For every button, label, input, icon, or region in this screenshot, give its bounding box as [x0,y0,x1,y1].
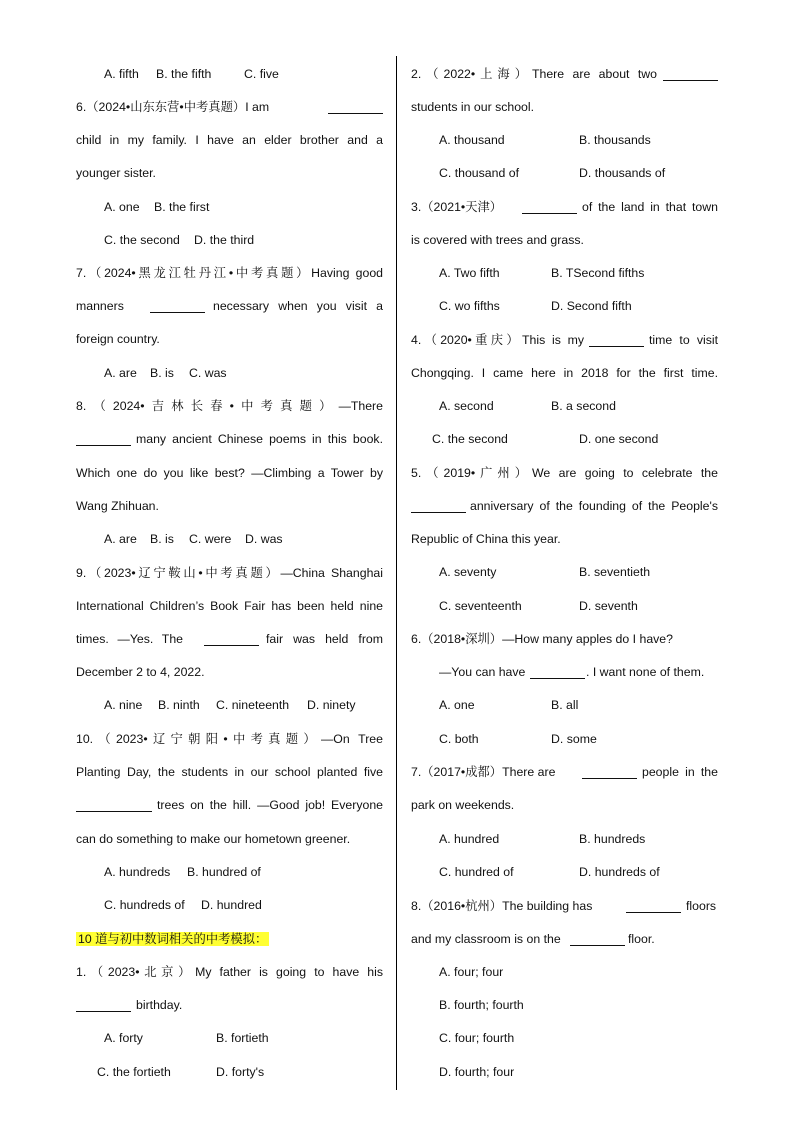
q5-option-a: A. fifth [104,67,139,81]
m4-line-2: Chongqing. I came here in 2018 for the first time. [411,366,718,380]
m8-option-c: C. four; fourth [439,1031,515,1045]
m3-option-c: C. wo fifths [439,299,500,313]
q7-line-2a: manners [76,299,124,313]
q8-line-4: Wang Zhihuan. [76,499,159,513]
q7-line-1: 7.（2024•黑龙江牡丹江•中考真题）Having good [76,266,383,280]
m4-option-a: A. second [439,399,494,413]
answer-blank [150,300,205,313]
m6-option-a: A. one [439,698,475,712]
q9-line-3b: fair was held from [266,632,383,646]
q5-option-c: C. five [244,67,279,81]
m7-option-d: D. hundreds of [579,865,660,879]
answer-blank [204,633,259,646]
m7-option-a: A. hundred [439,832,500,846]
answer-blank [530,666,585,679]
m7-line-1a: 7.（2017•成都）There are [411,765,556,779]
m2-option-c: C. thousand of [439,166,519,180]
m6-line-2a: —You can have [439,665,526,679]
q8-option-a: A. are [104,532,137,546]
column-divider [396,56,397,1090]
m1-option-d: D. forty's [216,1065,265,1079]
m5-line-2: anniversary of the founding of the People's [470,499,718,513]
m5-line-1: 5.（2019•广州）We are going to celebrate the [411,466,718,480]
q8-line-1: 8.（2024•吉林长春•中考真题）—There [76,399,383,413]
m2-option-b: B. thousands [579,133,651,147]
m8-line-2b: floor. [628,932,655,946]
m6-line-2b: . I want none of them. [586,665,705,679]
m8-option-d: D. fourth; four [439,1065,515,1079]
m6-option-c: C. both [439,732,479,746]
m3-option-b: B. TSecond fifths [551,266,645,280]
q6-option-b: B. the first [154,200,210,214]
m8-option-b: B. fourth; fourth [439,998,524,1012]
q6-line-1: 6.（2024•山东东营•中考真题）I am [76,99,383,115]
m4-option-b: B. a second [551,399,616,413]
q6-option-d: D. the third [194,233,255,247]
q6-option-a: A. one [104,200,140,214]
m6-option-d: D. some [551,732,597,746]
q8-option-d: D. was [245,532,283,546]
q10-option-d: D. hundred [201,898,262,912]
answer-blank [570,933,625,946]
q10-option-c: C. hundreds of [104,898,185,912]
q7-option-a: A. are [104,366,137,380]
q10-line-4: can do something to make our hometown greener. [76,832,351,846]
m4-line-1a: 4.（2020•重庆）This is my [411,333,584,347]
answer-blank [663,68,718,81]
m3-line-1a: 3.（2021•天津） [411,200,503,214]
q10-option-b: B. hundred of [187,865,261,879]
m4-line-1b: time to visit [649,333,718,347]
q10-option-a: A. hundreds [104,865,171,879]
m7-option-b: B. hundreds [579,832,646,846]
q10-line-3: trees on the hill. —Good job! Everyone [157,798,383,812]
answer-blank [411,500,466,513]
m1-line-2: birthday. [136,998,183,1012]
answer-blank [76,799,152,812]
section-title: 10 道与初中数词相关的中考模拟： [78,932,268,946]
q10-line-1: 10.（2023•辽宁朝阳•中考真题）—On Tree [76,732,383,746]
q8-option-b: B. is [150,532,174,546]
q8-line-2: many ancient Chinese poems in this book. [136,432,383,446]
q7-option-c: C. was [189,366,227,380]
m5-option-c: C. seventeenth [439,599,522,613]
m4-option-c: C. the second [432,432,508,446]
answer-blank [589,334,644,347]
m8-line-2a: and my classroom is on the [411,932,561,946]
q5-option-b: B. the fifth [156,67,212,81]
m7-line-2: park on weekends. [411,798,515,812]
q10-line-2: Planting Day, the students in our school planted five [76,765,383,779]
m1-option-a: A. forty [104,1031,143,1045]
answer-blank [328,101,383,114]
q6-line-3: younger sister. [76,166,156,180]
m3-option-d: D. Second fifth [551,299,632,313]
q9-option-d: D. ninety [307,698,356,712]
m1-line-1: 1.（2023•北京）My father is going to have his [76,965,383,979]
answer-blank [582,766,637,779]
q9-line-4: December 2 to 4, 2022. [76,665,205,679]
m6-option-b: B. all [551,698,579,712]
q6-option-c: C. the second [104,233,180,247]
q9-line-1: 9.（2023•辽宁鞍山•中考真题）—China Shanghai [76,566,383,580]
m3-line-1b: of the land in that town [582,200,718,214]
q6-line-2: child in my family. I have an elder brother and a [76,133,383,147]
q9-option-b: B. ninth [158,698,200,712]
answer-blank [76,433,131,446]
q9-line-3a: times. —Yes. The [76,632,183,646]
m3-option-a: A. Two fifth [439,266,500,280]
m3-line-2: is covered with trees and grass. [411,233,584,247]
m2-option-d: D. thousands of [579,166,666,180]
m5-option-d: D. seventh [579,599,638,613]
q7-option-b: B. is [150,366,174,380]
m1-option-c: C. the fortieth [97,1065,171,1079]
m5-line-3: Republic of China this year. [411,532,561,546]
m1-option-b: B. fortieth [216,1031,269,1045]
q9-option-a: A. nine [104,698,143,712]
m5-option-a: A. seventy [439,565,497,579]
m2-option-a: A. thousand [439,133,505,147]
answer-blank [522,201,577,214]
answer-blank [626,900,681,913]
m4-option-d: D. one second [579,432,659,446]
m2-line-1: 2.（2022•上海）There are about two [411,67,657,81]
m2-line-2: students in our school. [411,100,535,114]
m8-line-1a: 8.（2016•杭州）The building has [411,899,593,913]
m7-option-c: C. hundred of [439,865,514,879]
m6-line-1: 6.（2018•深圳）—How many apples do I have? [411,632,673,646]
m7-line-1b: people in the [642,765,718,779]
q9-line-2: International Children’s Book Fair has been held nine [76,599,383,613]
q8-option-c: C. were [189,532,232,546]
q7-line-3: foreign country. [76,332,160,346]
m5-option-b: B. seventieth [579,565,651,579]
q7-line-2b: necessary when you visit a [213,299,383,313]
q9-option-c: C. nineteenth [216,698,290,712]
q8-line-3: Which one do you like best? —Climbing a Tower by [76,466,383,480]
answer-blank [76,999,131,1012]
m8-option-a: A. four; four [439,965,504,979]
m8-line-1b: floors [686,899,717,913]
